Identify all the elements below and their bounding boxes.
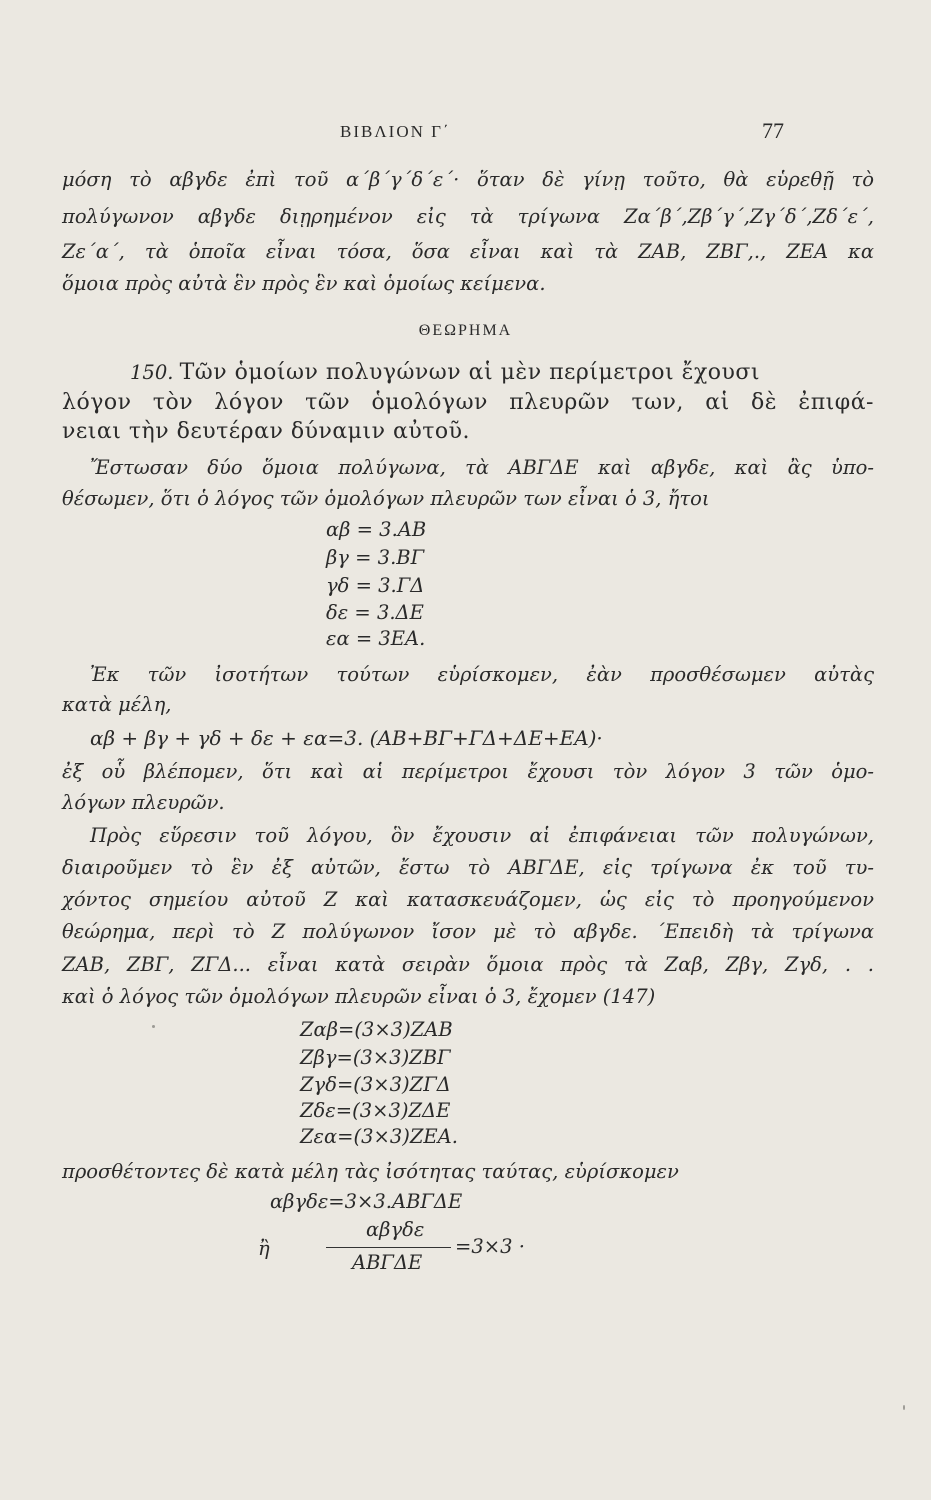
- side-equation: βγ = 3.ΒΓ: [326, 546, 425, 569]
- page-number: 77: [762, 118, 784, 143]
- theorem-statement-line: [130, 360, 874, 385]
- theorem-heading: ΘΕΩΡΗΜΑ: [418, 322, 513, 339]
- area-equation: Ζεα=(3×3)ΖΕΑ.: [300, 1125, 458, 1148]
- text-line: Ἔστωσαν δύο ὅμοια πολύγωνα, τὰ ΑΒΓΔΕ καὶ αβγδε, καὶ ἂς ὑπο-: [90, 456, 874, 479]
- theorem-text: Τῶν ὁμοίων πολυγώνων αἱ μὲν περίμετροι ἔχουσι: [179, 360, 761, 385]
- fraction-result: =3×3 ·: [455, 1235, 525, 1258]
- area-equation: Ζαβ=(3×3)ΖΑΒ: [300, 1018, 453, 1041]
- text-line: προσθέτοντες δὲ κατὰ μέλη τὰς ἰσότητας ταύτας, εὑρίσκομεν: [62, 1160, 679, 1183]
- theorem-statement-line: λόγον τὸν λόγον τῶν ὁμολόγων πλευρῶν των, αἱ δὲ ἐπιφά-: [62, 390, 874, 415]
- fraction-numerator: αβγδε: [366, 1218, 425, 1241]
- text-line: πολύγωνον αβγδε διῃρημένον εἰς τὰ τρίγωνα Ζα΄β΄,Ζβ΄γ΄,Ζγ΄δ΄,Ζδ΄ε΄,: [62, 205, 874, 228]
- text-line: θέσωμεν, ὅτι ὁ λόγος τῶν ὁμολόγων πλευρῶν των εἶναι ὁ 3, ἤτοι: [62, 487, 710, 510]
- text-line: διαιροῦμεν τὸ ἓν ἐξ αὐτῶν, ἔστω τὸ ΑΒΓΔΕ, εἰς τρίγωνα ἐκ τοῦ τυ-: [62, 856, 874, 879]
- theorem-statement-line: νειαι τὴν δευτέραν δύναμιν αὐτοῦ.: [62, 419, 470, 444]
- text-line: Ζε΄α΄, τὰ ὁποῖα εἶναι τόσα, ὅσα εἶναι καὶ τὰ ΖΑΒ, ΖΒΓ,., ΖΕΑ κα: [62, 240, 874, 263]
- running-title: ΒΙΒΛΙΟΝ Γ΄: [340, 122, 451, 141]
- text-line: καὶ ὁ λόγος τῶν ὁμολόγων πλευρῶν εἶναι ὁ 3, ἔχομεν (147): [62, 985, 656, 1008]
- area-equation: Ζγδ=(3×3)ΖΓΔ: [300, 1073, 451, 1096]
- area-equation: Ζβγ=(3×3)ΖΒΓ: [300, 1046, 451, 1069]
- text-line: ἐξ οὗ βλέπομεν, ὅτι καὶ αἱ περίμετροι ἔχουσι τὸν λόγον 3 τῶν ὁμο-: [62, 760, 874, 783]
- text-line: μόση τὸ αβγδε ἐπὶ τοῦ α΄β΄γ΄δ΄ε΄· ὅταν δὲ γίνῃ τοῦτο, θὰ εὑρεθῇ τὸ: [62, 168, 874, 191]
- text-line: θεώρημα, περὶ τὸ Ζ πολύγωνον ἴσον μὲ τὸ αβγδε. ΄Επειδὴ τὰ τρίγωνα: [62, 920, 874, 943]
- side-equation: δε = 3.ΔΕ: [326, 601, 424, 624]
- running-header: [0, 118, 931, 152]
- paper-speck: [903, 1405, 905, 1410]
- theorem-number: 150.: [130, 361, 174, 384]
- side-equation: γδ = 3.ΓΔ: [326, 574, 425, 597]
- text-line: Ἐκ τῶν ἰσοτήτων τούτων εὑρίσκομεν, ἐὰν προσθέσωμεν αὐτὰς: [90, 663, 874, 686]
- text-line: λόγων πλευρῶν.: [62, 791, 225, 814]
- fraction-bar: [326, 1247, 451, 1248]
- text-line: κατὰ μέλη,: [62, 693, 172, 716]
- text-line: ΖΑΒ, ΖΒΓ, ΖΓΔ... εἶναι κατὰ σειρὰν ὅμοια πρὸς τὰ Ζαβ, Ζβγ, Ζγδ, . .: [62, 953, 874, 976]
- area-equation: Ζδε=(3×3)ΖΔΕ: [300, 1099, 451, 1122]
- text-line: ὅμοια πρὸς αὐτὰ ἓν πρὸς ἓν καὶ ὁμοίως κείμενα.: [62, 272, 546, 295]
- side-equation: αβ = 3.ΑΒ: [326, 518, 427, 541]
- sum-equation: αβ + βγ + γδ + δε + εα=3. (ΑΒ+ΒΓ+ΓΔ+ΔΕ+ΕΑ)·: [90, 726, 603, 750]
- side-equation: εα = 3ΕΑ.: [326, 627, 426, 650]
- fraction-denominator: ΑΒΓΔΕ: [352, 1251, 423, 1274]
- paper-speck: [152, 1025, 155, 1028]
- fraction-prefix: ἢ: [258, 1237, 270, 1260]
- text-line: χόντος σημείου αὐτοῦ Ζ καὶ κατασκευάζομεν, ὡς εἰς τὸ προηγούμενον: [62, 888, 874, 911]
- text-line: Πρὸς εὕρεσιν τοῦ λόγου, ὃν ἔχουσιν αἱ ἐπιφάνειαι τῶν πολυγώνων,: [90, 824, 874, 847]
- final-equation: αβγδε=3×3.ΑΒΓΔΕ: [270, 1190, 463, 1213]
